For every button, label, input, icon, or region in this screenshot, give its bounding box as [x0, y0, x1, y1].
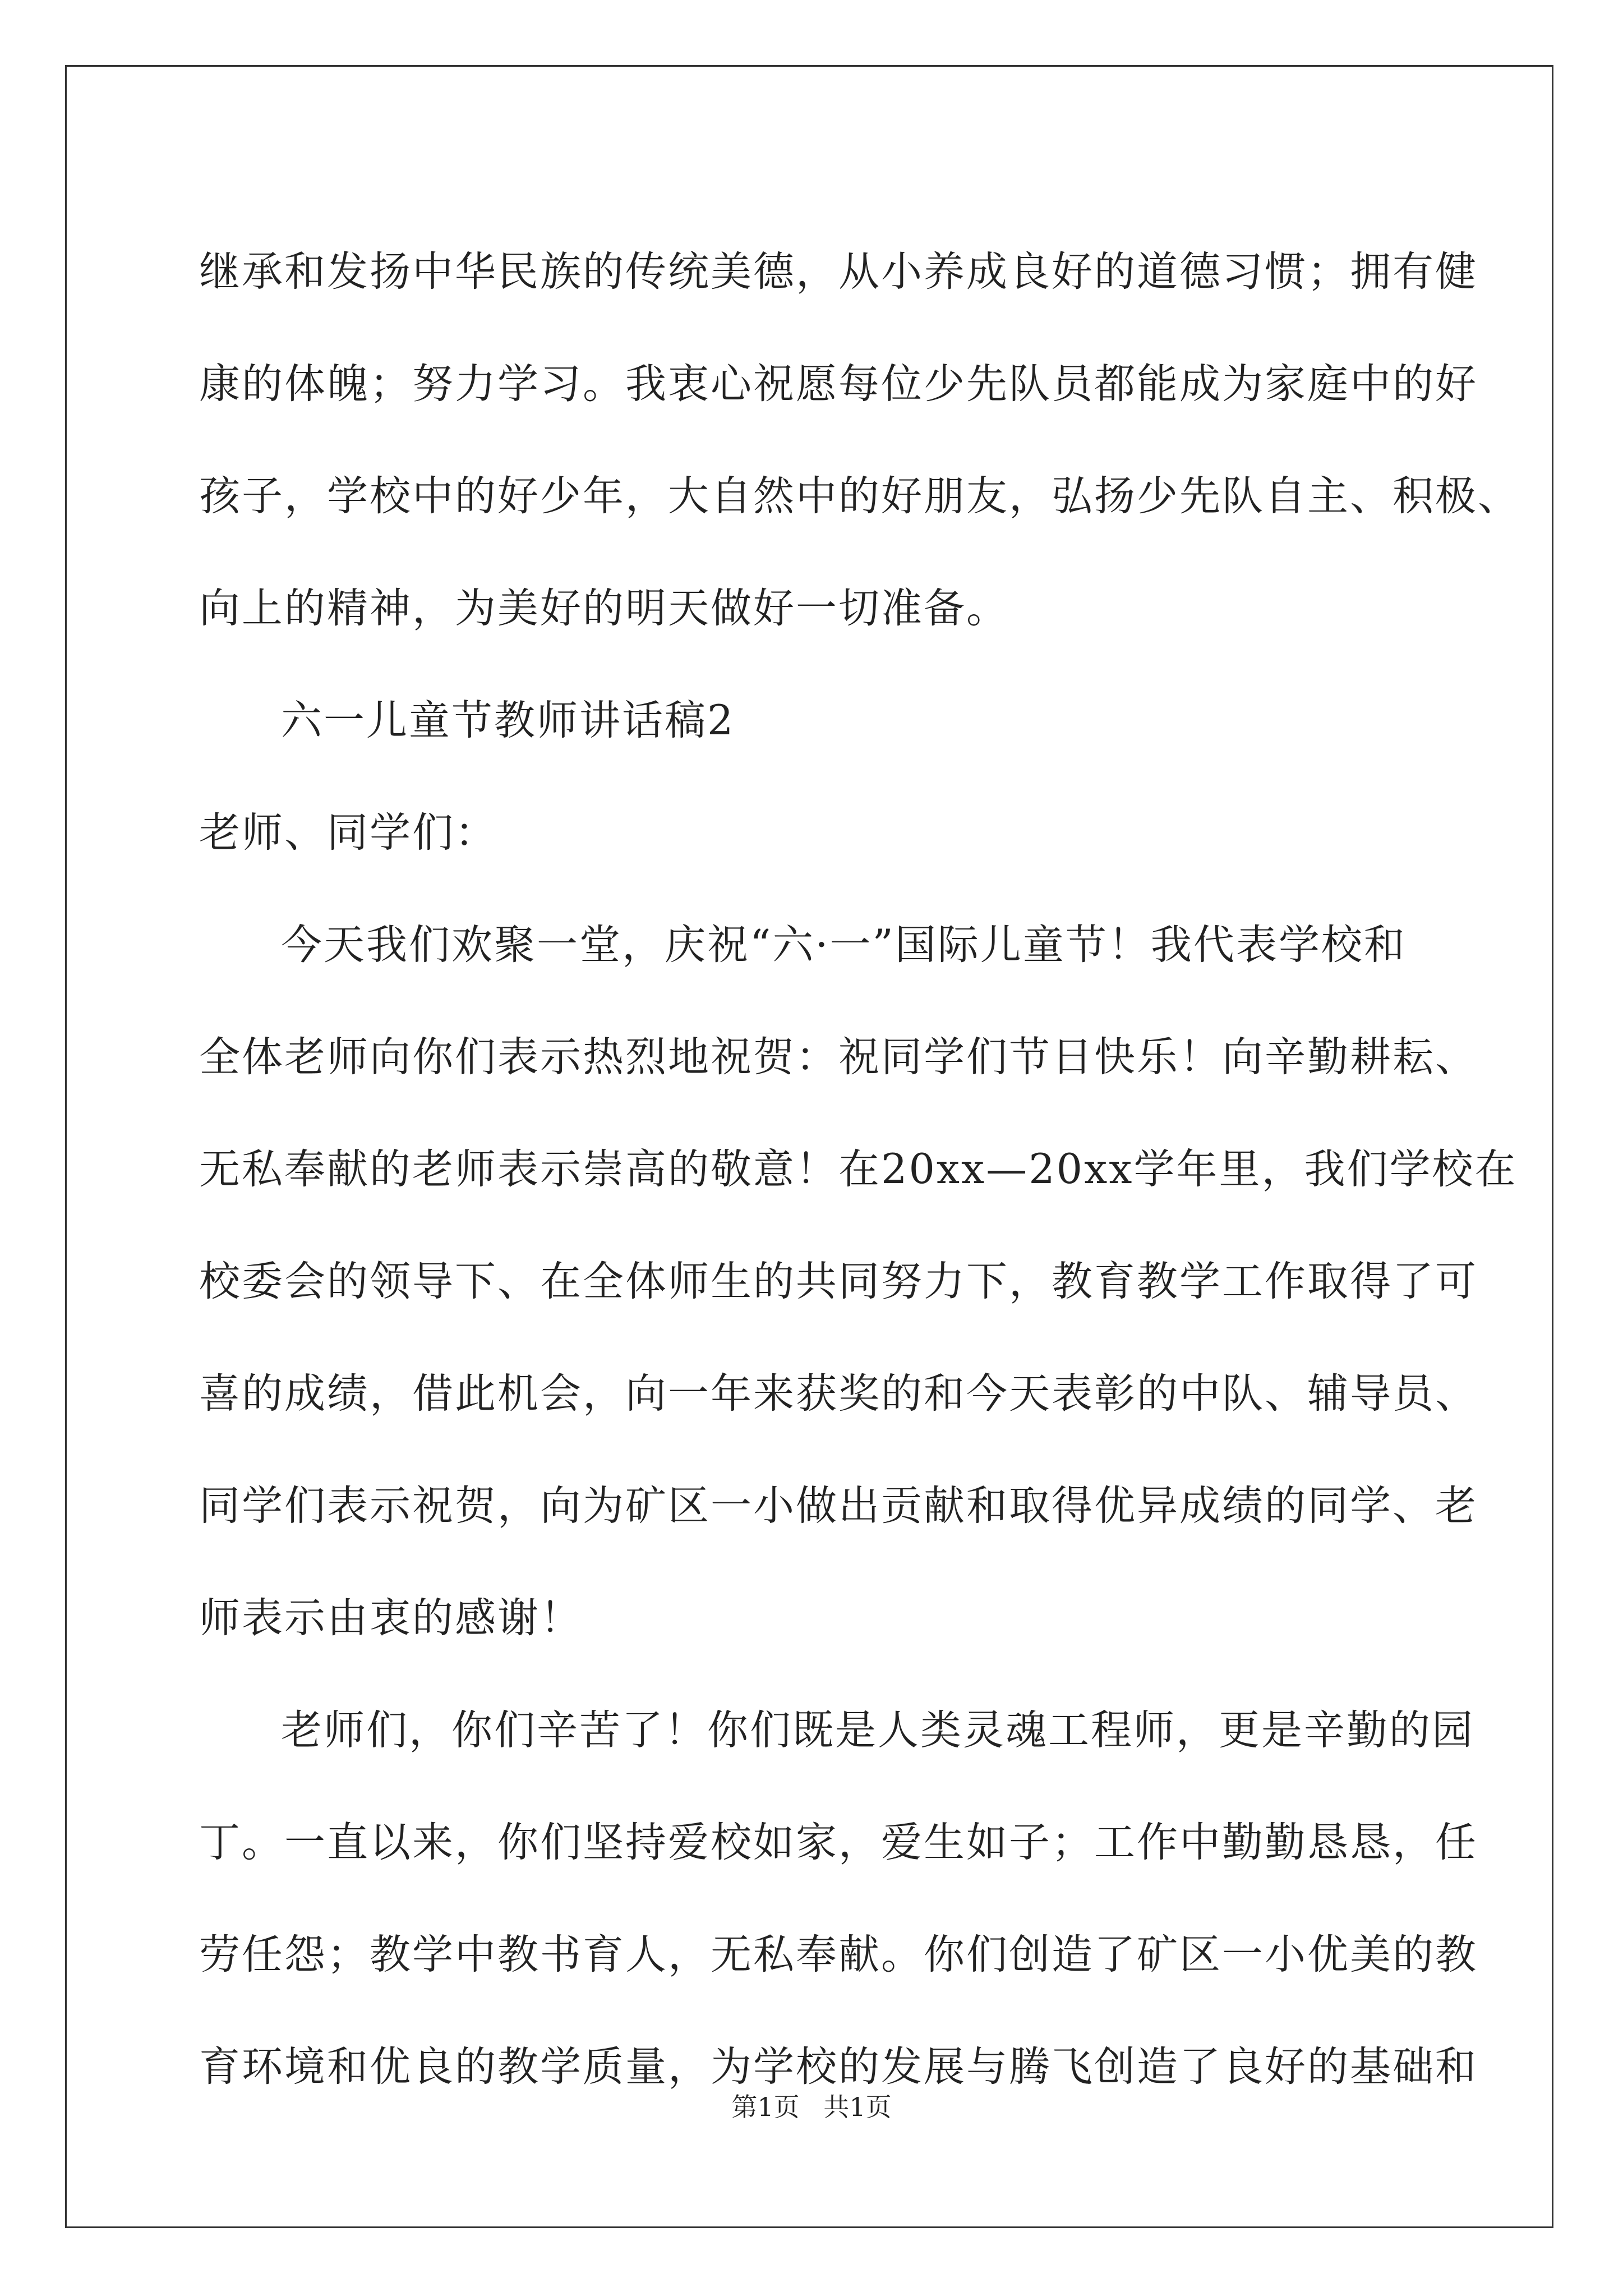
text-line: 孩子，学校中的好少年，大自然中的好朋友，弘扬少先队自主、积极、	[199, 472, 1520, 520]
document-body	[199, 216, 1520, 2123]
text-line: 今天我们欢聚一堂，庆祝“六·一”国际儿童节！我代表学校和	[281, 921, 1407, 969]
text-line: 丁。一直以来，你们坚持爱校如家，爱生如子；工作中勤勤恳恳，任	[199, 1819, 1478, 1866]
text-line: 康的体魄；努力学习。我衷心祝愿每位少先队员都能成为家庭中的好	[199, 360, 1478, 408]
text-line: 全体老师向你们表示热烈地祝贺：祝同学们节日快乐！向辛勤耕耘、	[199, 1033, 1478, 1081]
text-line: 向上的精神，为美好的明天做好一切准备。	[199, 585, 1009, 632]
text-line: 喜的成绩，借此机会，向一年来获奖的和今天表彰的中队、辅导员、	[199, 1370, 1478, 1418]
page-number-current: 第1页	[731, 2092, 800, 2122]
text-line: 同学们表示祝贺，向为矿区一小做出贡献和取得优异成绩的同学、老	[199, 1482, 1478, 1530]
section-heading: 六一儿童节教师讲话稿2	[281, 697, 735, 744]
text-line: 无私奉献的老师表示崇高的敬意！在20xx—20xx学年里，我们学校在	[199, 1145, 1518, 1193]
text-line: 育环境和优良的教学质量，为学校的发展与腾飞创造了良好的基础和	[199, 2043, 1478, 2091]
salutation: 老师、同学们：	[199, 809, 497, 857]
text-line: 劳任怨；教学中教书育人，无私奉献。你们创造了矿区一小优美的教	[199, 1931, 1478, 1978]
page-number-total: 共1页	[823, 2092, 892, 2122]
text-line: 师表示由衷的感谢！	[199, 1594, 583, 1642]
text-line: 老师们，你们辛苦了！你们既是人类灵魂工程师，更是辛勤的园	[281, 1706, 1474, 1754]
text-line: 校委会的领导下、在全体师生的共同努力下，教育教学工作取得了可	[199, 1258, 1478, 1305]
page-footer	[0, 2087, 1623, 2124]
text-line: 继承和发扬中华民族的传统美德，从小养成良好的道德习惯；拥有健	[199, 248, 1478, 296]
